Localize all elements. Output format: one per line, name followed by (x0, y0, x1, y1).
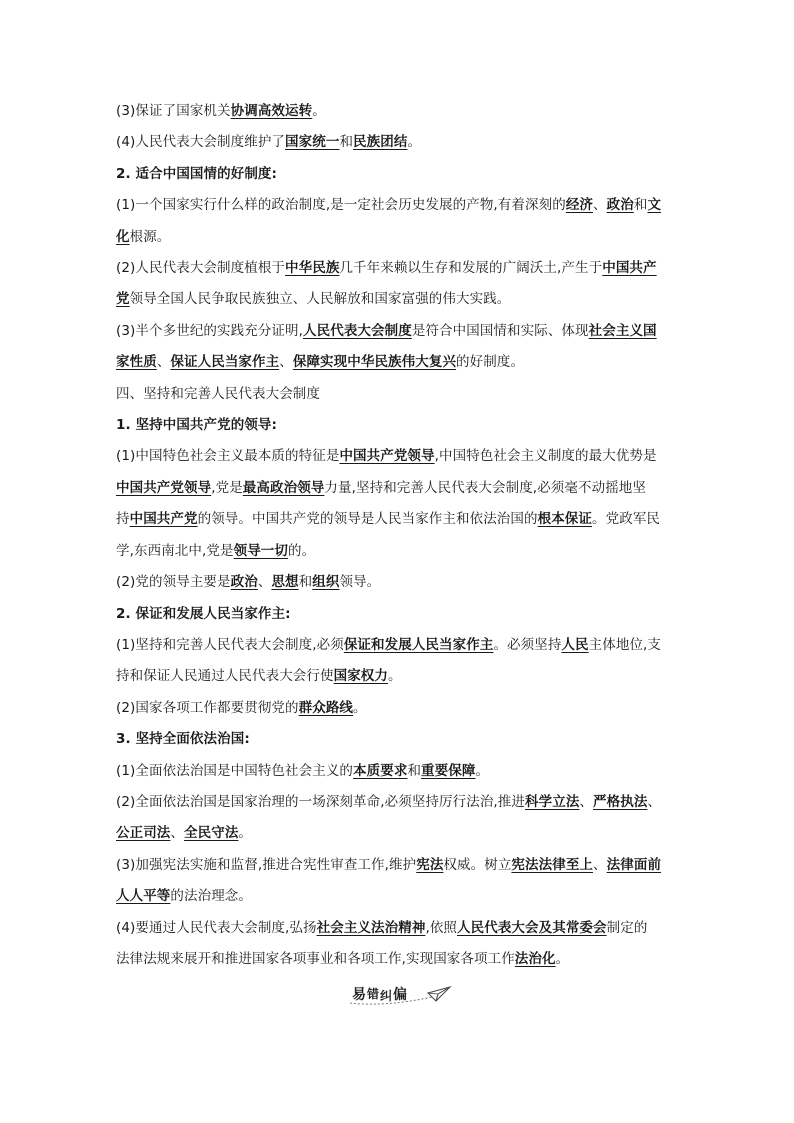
section-heading (116, 599, 682, 630)
keyword: 政治 (606, 197, 634, 214)
text-segment: 持 (116, 511, 130, 528)
text-line (116, 190, 682, 221)
text-segment: 的。 (288, 542, 316, 559)
error-correction-badge (346, 981, 456, 1009)
keyword: 人民代表大会及其常委会 (457, 919, 607, 936)
text-segment: 和 (407, 762, 422, 779)
text-line (116, 441, 682, 472)
keyword: 保证和发展人民当家作主 (343, 636, 494, 653)
text-line (116, 473, 682, 504)
text-segment: 。必须坚持 (493, 636, 562, 653)
text-segment: 领导。 (339, 574, 381, 591)
keyword: 政治 (230, 574, 258, 591)
text-segment: 主体地位,支 (588, 636, 662, 653)
text-segment: 的好制度。 (456, 354, 525, 371)
badge-char: 易 (352, 987, 367, 1003)
text-segment: (2)国家各项工作都要贯彻党的 (116, 699, 299, 716)
keyword: 家性质 (116, 354, 157, 371)
text-segment: (1)坚持和完善人民代表大会制度,必须 (116, 636, 344, 653)
badge-char: 偏 (393, 987, 409, 1003)
text-segment: 和 (633, 197, 648, 214)
keyword: 国家统一 (285, 134, 340, 151)
keyword: 最高政治领导 (242, 479, 325, 496)
keyword: 人民 (561, 636, 589, 653)
text-segment: ,依照 (425, 919, 458, 936)
text-segment: 的法治理念。 (170, 888, 253, 905)
text-segment: (1)一个国家实行什么样的政治制度,是一定社会历史发展的产物,有着深刻的 (116, 197, 566, 214)
document-body (116, 96, 682, 975)
section-heading (116, 410, 682, 441)
text-segment: 。党政军民 (592, 511, 661, 528)
keyword: 保证人民当家作主 (170, 354, 280, 371)
text-segment: 法律法规来展开和推进国家各项事业和各项工作,实现国家各项工作 (116, 950, 515, 967)
text-segment: 。 (475, 762, 490, 779)
keyword: 社会主义国 (588, 322, 657, 339)
keyword: 中国共产党领导 (116, 479, 212, 496)
text-segment: 。 (407, 134, 422, 151)
keyword: 宪法法律至上 (511, 856, 594, 873)
text-segment: 、 (257, 574, 272, 591)
text-line (116, 756, 682, 787)
keyword: 中国共产 (602, 260, 657, 277)
text-segment: 、 (279, 354, 293, 371)
keyword: 科学立法 (525, 793, 580, 810)
text-segment: 。 (238, 825, 253, 842)
text-segment: 几千年来赖以生存和发展的广阔沃土,产生于 (339, 260, 603, 277)
text-segment: (4)人民代表大会制度维护了 (116, 134, 286, 151)
text-segment: ,中国特色社会主义制度的最大优势是 (434, 448, 657, 465)
text-line (116, 818, 682, 849)
keyword: 本质要求 (353, 762, 408, 779)
text-segment: 2. 适合中国国情的好制度: (116, 165, 278, 182)
badge-char: 纠 (380, 989, 394, 1003)
keyword: 化 (116, 228, 130, 245)
text-segment: (1)中国特色社会主义最本质的特征是 (116, 448, 340, 465)
keyword: 党 (116, 291, 130, 308)
keyword: 民族团结 (353, 134, 408, 151)
text-segment: 、 (579, 793, 594, 810)
text-segment: (3)加强宪法实施和监督,推进合宪性审查工作,维护 (116, 856, 417, 873)
badge-char: 错 (367, 987, 381, 1001)
text-segment: 持和保证人民通过人民代表大会行使 (116, 668, 334, 685)
text-segment: (2)党的领导主要是 (116, 574, 231, 591)
keyword: 协调高效运转 (230, 103, 313, 119)
keyword: 经济 (565, 197, 594, 214)
text-segment: 。 (353, 699, 367, 716)
keyword: 文 (647, 197, 662, 214)
text-line (116, 850, 682, 881)
text-line (116, 881, 682, 912)
text-segment: 、 (647, 793, 662, 810)
text-segment: (3)半个多世纪的实践充分证明, (116, 322, 304, 339)
text-segment: 领导全国人民争取民族独立、人民解放和国家富强的伟大实践。 (129, 291, 511, 308)
text-line (116, 379, 682, 410)
text-segment: 力量,坚持和完善人民代表大会制度,必须毫不动摇地坚 (324, 479, 646, 496)
text-segment: 的领导。中国共产党的领导是人民当家作主和依法治国的 (197, 511, 538, 528)
text-segment: 是符合中国国情和实际、体现 (411, 322, 589, 339)
text-segment: 、 (170, 825, 185, 842)
keyword: 宪法 (416, 856, 444, 873)
text-segment: (2)全面依法治国是国家治理的一场深刻革命,必须坚持厉行法治,推进 (116, 793, 526, 810)
text-segment: 学,东西南北中,党是 (116, 542, 234, 559)
text-segment: 。 (388, 668, 402, 685)
keyword: 保障实现中华民族伟大复兴 (292, 354, 457, 371)
text-segment: 。 (312, 103, 326, 119)
text-segment: ,党是 (211, 479, 243, 496)
text-line (116, 567, 682, 598)
text-segment: 权威。树立 (443, 856, 512, 873)
text-segment: (2)人民代表大会制度植根于 (116, 260, 286, 277)
text-segment: 2. 保证和发展人民当家作主: (116, 605, 291, 622)
text-segment: 、 (593, 856, 607, 873)
keyword: 法律面前 (606, 856, 662, 873)
text-segment: 3. 坚持全面依法治国: (116, 731, 250, 748)
text-segment: 四、坚持和完善人民代表大会制度 (116, 385, 320, 402)
text-segment: (1)全面依法治国是中国特色社会主义的 (116, 762, 354, 779)
text-line (116, 253, 682, 284)
text-line (116, 661, 682, 692)
keyword: 群众路线 (298, 699, 354, 716)
keyword: 根本保证 (537, 511, 593, 528)
text-segment: 根源。 (129, 228, 171, 245)
keyword: 国家权力 (333, 668, 389, 685)
text-line (116, 347, 682, 378)
keyword: 法治化 (514, 950, 556, 967)
keyword: 重要保障 (421, 762, 476, 779)
keyword: 中国共产党 (129, 511, 198, 528)
text-segment: (3)保证了国家机关 (116, 103, 231, 119)
keyword: 人人平等 (116, 888, 171, 905)
text-line (116, 96, 682, 127)
text-line (116, 316, 682, 347)
text-line (116, 787, 682, 818)
text-line (116, 504, 682, 535)
text-line (116, 536, 682, 567)
keyword: 严格执法 (593, 793, 648, 810)
keyword: 领导一切 (233, 542, 288, 559)
text-line (116, 630, 682, 661)
keyword: 思想 (271, 574, 299, 591)
text-segment: 。 (555, 950, 570, 967)
text-segment: 、 (593, 197, 607, 214)
text-segment: 和 (339, 134, 354, 151)
text-line (116, 693, 682, 724)
text-segment: 、 (156, 354, 171, 371)
text-segment: (4)要通过人民代表大会制度,弘扬 (116, 919, 317, 936)
keyword: 社会主义法治精神 (316, 919, 426, 936)
keyword: 中国共产党领导 (339, 448, 435, 465)
keyword: 人民代表大会制度 (303, 322, 412, 339)
text-segment: 1. 坚持中国共产党的领导: (116, 417, 278, 434)
text-segment: 和 (298, 574, 313, 591)
text-line (116, 127, 682, 158)
keyword: 全民守法 (184, 825, 239, 842)
section-heading (116, 724, 682, 755)
keyword: 组织 (312, 574, 340, 591)
text-line (116, 222, 682, 253)
section-heading (116, 159, 682, 190)
paper-plane-icon (346, 981, 456, 1009)
text-line (116, 913, 682, 944)
keyword: 中华民族 (285, 260, 340, 277)
text-segment: 制定的 (606, 919, 648, 936)
text-line (116, 284, 682, 315)
keyword: 公正司法 (116, 825, 171, 842)
text-line (116, 944, 682, 975)
